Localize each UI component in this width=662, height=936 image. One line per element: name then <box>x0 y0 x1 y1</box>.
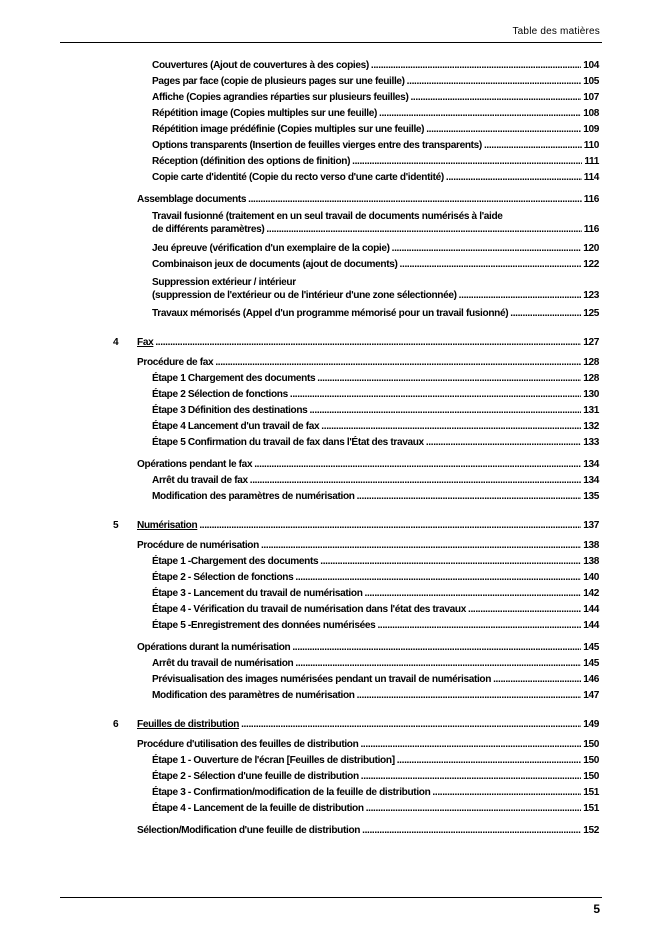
toc-entry[interactable]: Suppression extérieur / intérieur (suppression de l'extérieur ou de l'intérieur d'une zone sélectionnée) ..... 123 <box>152 276 599 302</box>
toc-entry[interactable]: Modification des paramètres de numérisation ..... 147 <box>152 689 599 702</box>
toc-entry[interactable]: Étape 1 -Chargement des documents ..... 138 <box>152 555 599 568</box>
toc-entry[interactable]: Étape 4 - Lancement de la feuille de distribution ..... 151 <box>152 802 599 815</box>
toc-entry[interactable]: Étape 4 Lancement d'un travail de fax ..... 132 <box>152 420 599 433</box>
page-number: 5 <box>593 902 600 916</box>
toc-chapter[interactable]: 6 Feuilles de distribution ..... 149 <box>113 718 599 731</box>
toc-entry[interactable]: Étape 5 Confirmation du travail de fax dans l'État des travaux ..... 133 <box>152 436 599 449</box>
toc-entry[interactable]: Étape 3 - Lancement du travail de numérisation ..... 142 <box>152 587 599 600</box>
toc-section[interactable]: Procédure d'utilisation des feuilles de distribution ..... 150 <box>137 738 599 751</box>
toc-entry[interactable]: Travaux mémorisés (Appel d'un programme mémorisé pour un travail fusionné) ..... 125 <box>152 307 599 320</box>
toc-chapter[interactable]: 5 Numérisation ..... 137 <box>113 519 599 532</box>
toc-entry[interactable]: Étape 3 - Confirmation/modification de la feuille de distribution ..... 151 <box>152 786 599 799</box>
toc-entry[interactable]: Étape 5 -Enregistrement des données numérisées ..... 144 <box>152 619 599 632</box>
toc-entry[interactable]: Modification des paramètres de numérisation ..... 135 <box>152 490 599 503</box>
toc-entry[interactable]: Affiche (Copies agrandies réparties sur plusieurs feuilles) ..... 107 <box>152 91 599 104</box>
toc-entry[interactable]: Arrêt du travail de fax ..... 134 <box>152 474 599 487</box>
toc-entry[interactable]: Combinaison jeux de documents (ajout de documents) ..... 122 <box>152 258 599 271</box>
toc-entry[interactable]: Travail fusionné (traitement en un seul travail de documents numérisés à l'aide de différents paramètres) ..... 116 <box>152 210 599 236</box>
toc-chapter[interactable]: 4 Fax ..... 127 <box>113 336 599 349</box>
chapter-number: 4 <box>113 337 119 348</box>
toc-entry[interactable]: Réception (définition des options de finition) ..... 111 <box>152 155 599 168</box>
toc-entry[interactable]: Pages par face (copie de plusieurs pages sur une feuille) ..... 105 <box>152 75 599 88</box>
toc-entry[interactable]: Étape 2 - Sélection d'une feuille de distribution ..... 150 <box>152 770 599 783</box>
toc-entry[interactable]: Répétition image (Copies multiples sur une feuille) ..... 108 <box>152 107 599 120</box>
header-rule <box>60 42 602 43</box>
toc-entry[interactable]: Étape 1 - Ouverture de l'écran [Feuilles de distribution] ..... 150 <box>152 754 599 767</box>
chapter-number: 6 <box>113 719 119 730</box>
chapter-number: 5 <box>113 520 119 531</box>
toc-entry[interactable]: Étape 4 - Vérification du travail de numérisation dans l'état des travaux ..... 144 <box>152 603 599 616</box>
toc-section[interactable]: Opérations durant la numérisation ..... 145 <box>137 641 599 654</box>
toc-section[interactable]: Procédure de numérisation ..... 138 <box>137 539 599 552</box>
toc-section[interactable]: Assemblage documents ..... 116 <box>137 193 599 206</box>
toc-entry[interactable]: Étape 3 Définition des destinations ..... 131 <box>152 404 599 417</box>
toc-entry[interactable]: Arrêt du travail de numérisation ..... 145 <box>152 657 599 670</box>
toc-entry[interactable]: Options transparents (Insertion de feuilles vierges entre des transparents) ..... 110 <box>152 139 599 152</box>
toc-section[interactable]: Sélection/Modification d'une feuille de distribution ..... 152 <box>137 824 599 837</box>
toc-entry[interactable]: Jeu épreuve (vérification d'un exemplaire de la copie) ..... 120 <box>152 242 599 255</box>
running-header: Table des matières <box>512 26 600 37</box>
toc-entry[interactable]: Répétition image prédéfinie (Copies multiples sur une feuille) ..... 109 <box>152 123 599 136</box>
toc-entry[interactable]: Étape 2 Sélection de fonctions ..... 130 <box>152 388 599 401</box>
toc-entry[interactable]: Étape 2 - Sélection de fonctions ..... 140 <box>152 571 599 584</box>
toc-entry[interactable]: Prévisualisation des images numérisées pendant un travail de numérisation ..... 146 <box>152 673 599 686</box>
footer-rule <box>60 897 602 898</box>
toc-entry[interactable]: Copie carte d'identité (Copie du recto verso d'une carte d'identité) ..... 114 <box>152 171 599 184</box>
toc-entry[interactable]: Étape 1 Chargement des documents ..... 128 <box>152 372 599 385</box>
toc-section[interactable]: Opérations pendant le fax ..... 134 <box>137 458 599 471</box>
toc-entry[interactable]: Couvertures (Ajout de couvertures à des copies) ..... 104 <box>152 59 599 72</box>
toc-section[interactable]: Procédure de fax ..... 128 <box>137 356 599 369</box>
